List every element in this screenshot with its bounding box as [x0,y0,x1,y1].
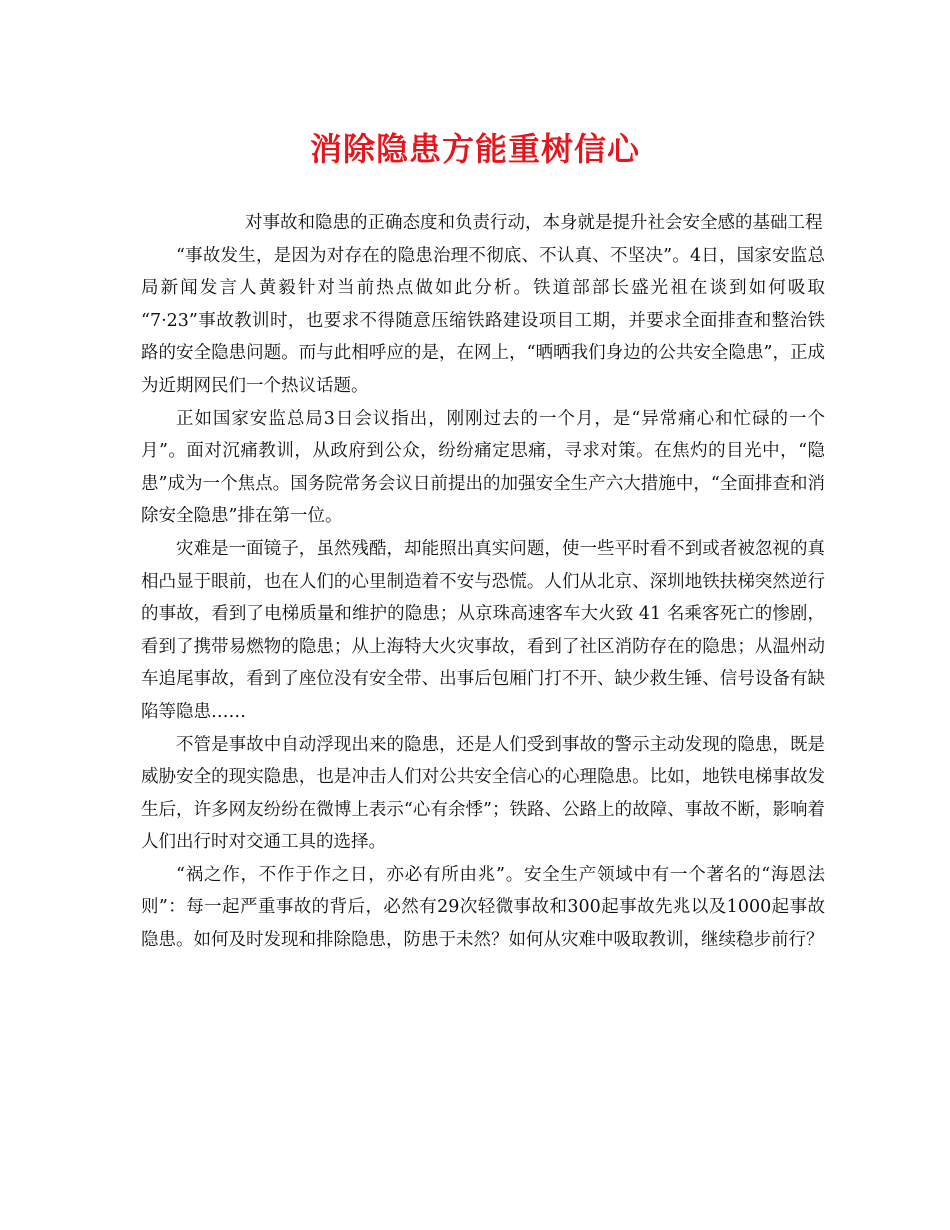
body-paragraph-3: 灾难是一面镜子，虽然残酷，却能照出真实问题，使一些平时看不到或者被忽视的真相凸显于眼前，也在人们的心里制造着不安与恐慌。人们从北京、深圳地铁扶梯突然逆行的事故，看到了电梯质量和维护的隐患；从京珠高速客车大火致 41 名乘客死亡的惨剧，看到了携带易燃物的隐患；从上海特大火灾事故，看到了社区消防存在的隐患；从温州动车追尾事故，看到了座位没有安全带、出事后包厢门打不开、缺少救生锤、信号设备有缺陷等隐患…… [141,538,825,722]
body-paragraph-4: 不管是事故中自动浮现出来的隐患，还是人们受到事故的警示主动发现的隐患，既是威胁安全的现实隐患，也是冲击人们对公共安全信心的心理隐患。比如，地铁电梯事故发生后，许多网友纷纷在微博上表示“心有余悸”；铁路、公路上的故障、事故不断，影响着人们出行时对交通工具的选择。 [141,734,825,853]
document-title: 消除隐患方能重树信心 [309,130,640,168]
document-body [141,207,825,957]
body-paragraph-5: “祸之作，不作于作之日，亦必有所由兆”。安全生产领域中有一个著名的“海恩法则”：每一起严重事故的背后，必然有29次轻微事故和300起事故先兆以及1000起事故隐患。如何及时发现和排除隐患，防患于未然？如何从灾难中吸取教训，继续稳步前行？ [141,864,825,951]
body-paragraph-1: “事故发生，是因为对存在的隐患治理不彻底、不认真、不坚决”。4日，国家安监总局新闻发言人黄毅针对当前热点做如此分析。铁道部部长盛光祖在谈到如何吸取 “7·23”事故教训时，也要求不得随意压缩铁路建设项目工期，并要求全面排查和整治铁路的安全隐患问题。而与此相呼应的是，在网上，“晒晒我们身边的公共安全隐患”，正成为近期网民们一个热议话题。 [141,245,825,396]
lead-paragraph: 对事故和隐患的正确态度和负责行动，本身就是提升社会安全感的基础工程 [245,213,823,233]
body-paragraph-2: 正如国家安监总局3日会议指出，刚刚过去的一个月，是“异常痛心和忙碌的一个月”。面对沉痛教训，从政府到公众，纷纷痛定思痛，寻求对策。在焦灼的目光中，“隐患”成为一个焦点。国务院常务会议日前提出的加强安全生产六大措施中，“全面排查和消除安全隐患”排在第一位。 [141,408,825,527]
